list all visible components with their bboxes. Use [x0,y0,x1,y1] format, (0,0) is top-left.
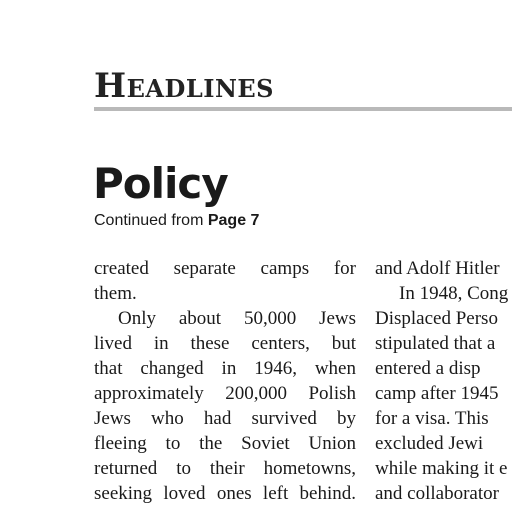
body-line: fleeing to the Soviet Union [94,433,356,454]
body-line: entered a disp [375,358,481,379]
body-line: stipulated that a [375,333,496,354]
body-line: created separate camps for [94,258,356,279]
body-line: them. [94,283,137,304]
body-line: Only about 50,000 Jews [118,308,356,329]
body-line: seeking loved ones left behind. [94,483,356,504]
body-line: camp after 1945 [375,383,499,404]
body-line: lived in these centers, but [94,333,356,354]
body-line: In 1948, Cong [399,283,509,304]
body-line: while making it e [375,458,508,479]
continued-from-note [94,210,259,232]
body-line: that changed in 1946, when [94,358,356,379]
continued-prefix: Continued from [94,212,208,229]
body-line: returned to their hometowns, [94,458,356,479]
article-title: Policy [93,159,228,208]
section-header [94,66,512,110]
body-line: for a visa. This [375,408,489,429]
body-line: excluded Jewi [375,433,484,454]
body-line: and collaborator [375,483,499,504]
body-line: Displaced Perso [375,308,498,329]
body-column-right [375,256,512,506]
section-title: Headlines [94,66,275,106]
body-line: approximately 200,000 Polish [94,383,356,404]
body-line: and Adolf Hitler [375,258,500,279]
continued-page-ref: Page 7 [207,212,260,229]
body-column-left [94,256,356,506]
section-divider [94,107,512,111]
body-line: Jews who had survived by [94,408,356,429]
